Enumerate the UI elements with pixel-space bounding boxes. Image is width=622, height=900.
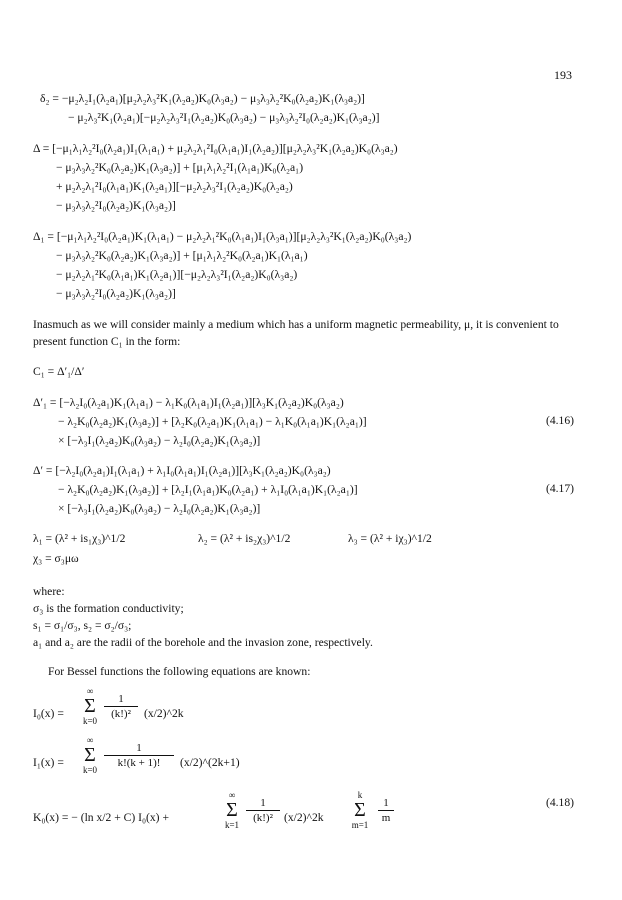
delta-line-2: − μ₃λ₃λ₂²K₀(λ₂a₂)K₁(λ₃a₂)] + [μ₁λ₁λ₂²I₁(λ₁a₁)K₀(λ₂a₁) [56,161,304,174]
i1-frac-num: 1 [104,741,174,756]
k0-sum-bottom: k=1 [224,820,240,830]
where-item-radii: a₁ and a₂ are the radii of the borehole and the invasion zone, respectively. [33,636,373,649]
delta1-line-2: − μ₃λ₃λ₂²K₀(λ₂a₂)K₁(λ₃a₂)] + [μ₁λ₁λ₂²K₀(λ₂a₁)K₁(λ₁a₁) [56,249,308,262]
i1-sum [80,735,100,775]
k0-sigma2: Σ [354,799,366,821]
delta1-prime-line-2: − λ₂K₀(λ₂a₂)K₁(λ₃a₂)] + [λ₂K₀(λ₂a₁)K₁(λ₁a₁) − λ₁K₀(λ₁a₁)K₁(λ₂a₁)] [58,415,367,428]
i0-sum [80,686,100,726]
k0-sum-top: ∞ [228,790,236,800]
delta1-line-3: − μ₂λ₂λ₁²K₀(λ₁a₁)K₁(λ₂a₁)][−μ₂λ₂λ₃²I₁(λ₂a₂)K₀(λ₃a₂) [56,268,298,281]
i0-frac-num: 1 [104,692,138,707]
k0-frac-den: (k!)² [253,812,273,824]
delta-prime-line-1: Δ′ = [−λ₂I₀(λ₂a₁)I₁(λ₁a₁) + λ₁I₀(λ₁a₁)I₁(λ₂a₁)][λ₃K₁(λ₂a₂)K₀(λ₃a₂) [33,464,331,477]
k0-frac2 [378,796,394,825]
equation-number-4-18: (4.18) [545,796,574,809]
k0-sum2-bottom: m=1 [351,820,369,830]
i1-rest: (x/2)^(2k+1) [180,756,240,769]
i0-rest: (x/2)^2k [144,707,184,720]
i0-frac [104,692,138,721]
delta-prime-line-3: × [−λ₃I₁(λ₂a₂)K₀(λ₃a₂) − λ₂I₀(λ₂a₂)K₁(λ₃a₂)] [58,502,261,515]
lambda3-definition: λ₃ = (λ² + iχ₃)^1/2 [348,532,432,545]
page-number: 193 [554,68,572,82]
k0-frac-num: 1 [246,796,280,811]
i0-sigma: Σ [84,695,96,717]
where-label: where: [33,585,65,598]
k0-rest: (x/2)^2k [284,811,324,824]
equation-number-4-16: (4.16) [545,414,574,427]
delta2-line-2: − μ₂λ₃²K₁(λ₂a₁)[−μ₂λ₂λ₃²I₁(λ₂a₂)K₀(λ₃a₂) − μ₃λ₃λ₂²I₀(λ₂a₂)K₁(λ₃a₂)] [68,111,380,124]
delta2-line-1: δ₂ = −μ₂λ₂I₁(λ₂a₁)[μ₂λ₂λ₃²K₁(λ₂a₂)K₀(λ₃a₂) − μ₃λ₃λ₂²K₀(λ₂a₂)K₁(λ₃a₂)] [40,92,365,105]
k0-sum [222,790,242,830]
i1-lhs: I₁(x) = [33,756,64,769]
i1-sum-top: ∞ [86,735,94,745]
delta1-line-4: − μ₃λ₃λ₂²I₀(λ₂a₂)K₁(λ₃a₂)] [56,287,176,300]
i1-sum-bottom: k=0 [82,765,98,775]
k0-frac2-num: 1 [378,796,394,811]
chi3-definition: χ₃ = σ₃μω [33,552,79,565]
bessel-intro: For Bessel functions the following equations are known: [48,665,311,678]
where-item-s1-s2: s₁ = σ₁/σ₃, s₂ = σ₂/σ₃; [33,619,132,632]
k0-frac [246,796,280,825]
delta1-prime-line-3: × [−λ₃I₁(λ₂a₂)K₀(λ₃a₂) − λ₂I₀(λ₂a₂)K₁(λ₃a₂)] [58,434,261,447]
c1-equation: C₁ = Δ′₁/Δ′ [33,365,85,378]
i1-frac [104,741,174,770]
lambda2-definition: λ₂ = (λ² + is₂χ₃)^1/2 [198,532,291,545]
delta-line-1: Δ = [−μ₁λ₁λ₂²I₀(λ₂a₁)I₁(λ₁a₁) + μ₂λ₂λ₁²I₀(λ₁a₁)I₁(λ₂a₂)][μ₂λ₂λ₃²K₁(λ₂a₂)K₀(λ₃a₂) [33,142,398,155]
k0-sum2 [348,790,372,830]
k0-lhs: K₀(x) = − (ln x/2 + C) I₀(x) + [33,811,169,824]
delta-line-3: + μ₂λ₂λ₁²I₀(λ₁a₁)K₁(λ₂a₁)][−μ₂λ₂λ₃²I₁(λ₂a₂)K₀(λ₂a₂) [56,180,293,193]
k0-sigma: Σ [226,799,238,821]
delta1-prime-line-1: Δ′₁ = [−λ₂I₀(λ₂a₁)K₁(λ₁a₁) − λ₁K₀(λ₁a₁)I₁(λ₂a₁)][λ₃K₁(λ₂a₂)K₀(λ₃a₂) [33,396,344,409]
i0-lhs: I₀(x) = [33,707,64,720]
k0-frac2-den: m [381,812,391,824]
i0-sum-top: ∞ [86,686,94,696]
delta1-line-1: Δ₁ = [−μ₁λ₁λ₂²I₀(λ₂a₁)K₁(λ₁a₁) − μ₂λ₂λ₁²K₀(λ₁a₁)I₁(λ₃a₁)][μ₂λ₂λ₃²K₁(λ₂a₂)K₀(λ₃a₂) [33,230,412,243]
i0-frac-den: (k!)² [111,708,131,720]
where-item-sigma3: σ₃ is the formation conductivity; [33,602,184,615]
paragraph-uniform-permeability: Inasmuch as we will consider mainly a medium which has a uniform magnetic permeability, μ, it is convenient to present function C₁ in the form: [33,318,559,348]
delta-line-4: − μ₃λ₃λ₂²I₀(λ₂a₂)K₁(λ₃a₂)] [56,199,176,212]
k0-sum2-top: k [357,790,363,800]
equation-number-4-17: (4.17) [545,482,574,495]
lambda1-definition: λ₁ = (λ² + is₁χ₃)^1/2 [33,532,126,545]
delta-prime-line-2: − λ₂K₀(λ₂a₂)K₁(λ₃a₂)] + [λ₂I₁(λ₁a₁)K₀(λ₂a₁) + λ₁I₀(λ₁a₁)K₁(λ₂a₁)] [58,483,358,496]
i0-sum-bottom: k=0 [82,716,98,726]
i1-sigma: Σ [84,744,96,766]
i1-frac-den: k!(k + 1)! [117,757,161,769]
